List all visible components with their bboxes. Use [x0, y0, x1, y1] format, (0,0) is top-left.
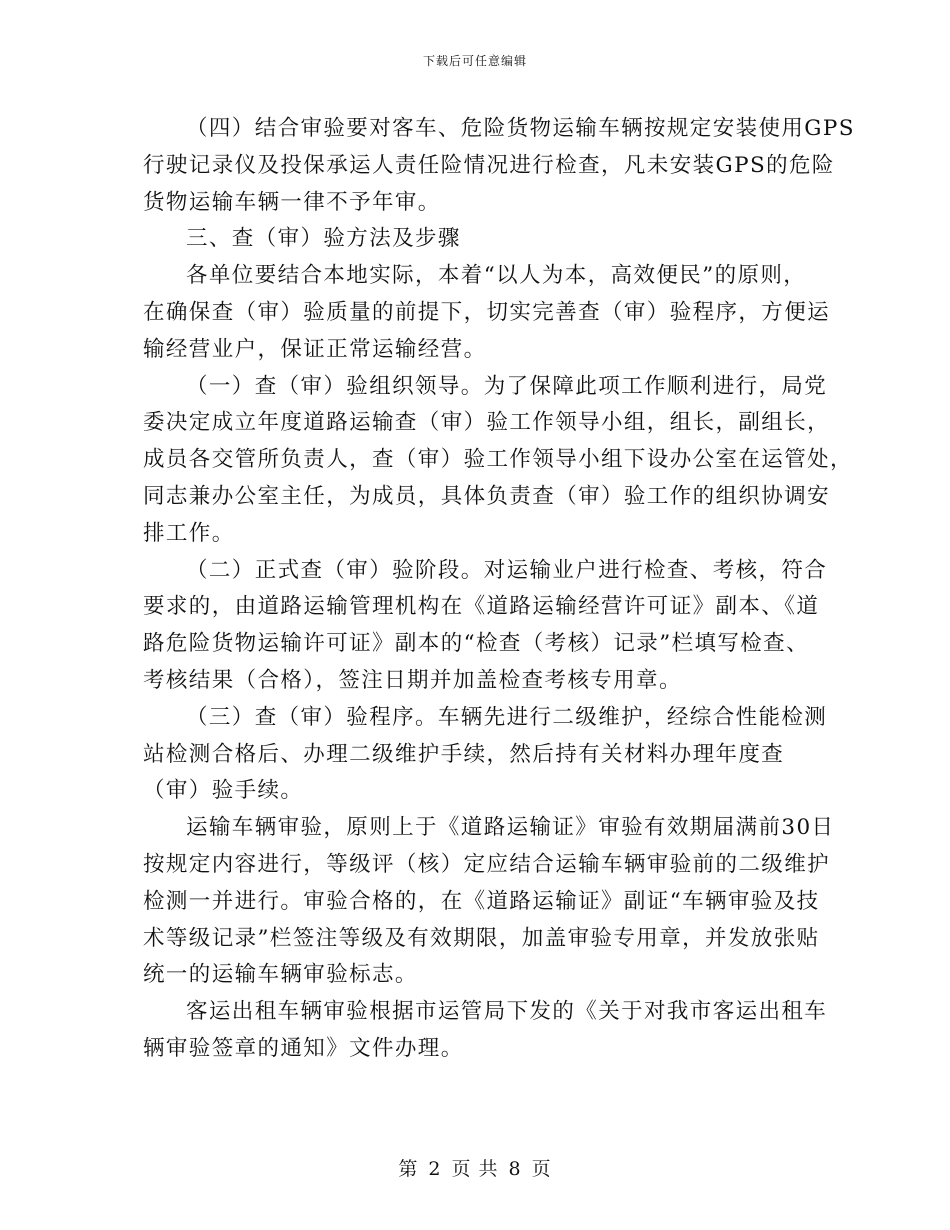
text-line: 考核结果（合格），签注日期并加盖检查考核专用章。 — [143, 667, 682, 693]
paragraph-principles — [143, 258, 831, 368]
section-heading-methods — [143, 221, 811, 258]
text-line: 三、查（审）验方法及步骤 — [186, 226, 461, 252]
text-line: 术等级记录”栏签注等级及有效期限，加盖审验专用章，并发放张贴 — [143, 925, 820, 951]
footer-suffix: 页 — [531, 1158, 552, 1180]
text-line: 检测一并进行。审验合格的，在《道路运输证》副证“车辆审验及技 — [143, 888, 820, 914]
text-line: 要求的，由道路运输管理机构在《道路运输经营许可证》副本、《道 — [143, 594, 820, 620]
text-line: 各单位要结合本地实际，本着“以人为本，高效便民”的原则， — [186, 263, 807, 289]
text-line: 货物运输车辆一律不予年审。 — [143, 189, 441, 215]
text-line: 站检测合格后、办理二级维护手续，然后持有关材料办理年度查 — [143, 741, 785, 767]
footer-middle: 页 共 — [451, 1158, 499, 1180]
text-line: 委决定成立年度道路运输查（审）验工作领导小组，组长，副组长， — [143, 410, 831, 436]
total-page-count: 8 — [508, 1158, 522, 1180]
text-line: 路危险货物运输许可证》副本的“检查（考核）记录”栏填写检查、 — [143, 631, 809, 657]
current-page-number: 2 — [428, 1158, 442, 1180]
paragraph-formal-stage — [143, 553, 828, 700]
text-line: 输经营业户，保证正常运输经营。 — [143, 336, 487, 362]
text-line: （一）查（审）验组织领导。为了保障此项工作顺利进行，局党 — [186, 373, 828, 399]
text-line: （三）查（审）验程序。车辆先进行二级维护，经综合性能检测 — [186, 704, 828, 730]
text-line: 客运出租车辆审验根据市运管局下发的《关于对我市客运出租车 — [186, 999, 828, 1025]
paragraph-vehicle-review — [143, 810, 835, 994]
page-number-footer — [0, 1154, 950, 1181]
footer-prefix: 第 — [398, 1158, 419, 1180]
text-line: （二）正式查（审）验阶段。对运输业户进行检查、考核，符合 — [186, 557, 828, 583]
text-line: （审）验手续。 — [143, 778, 304, 804]
text-line: 运输车辆审验，原则上于《道路运输证》审验有效期届满前30日 — [186, 815, 835, 841]
paragraph-procedure — [143, 700, 828, 810]
text-line: 在确保查（审）验质量的前提下，切实完善查（审）验程序，方便运 — [143, 299, 831, 325]
text-line: 行驶记录仪及投保承运人责任险情况进行检查，凡未安装GPS的危险 — [143, 152, 835, 178]
text-line: 按规定内容进行，等级评（核）定应结合运输车辆审验前的二级维护 — [143, 851, 831, 877]
text-line: 辆审验签章的通知》文件办理。 — [143, 1035, 464, 1061]
text-line: 排工作。 — [143, 520, 235, 546]
text-line: 统一的运输车辆审验标志。 — [143, 962, 418, 988]
paragraph-taxi-review — [143, 994, 828, 1068]
page-header-note: 下载后可任意编辑 — [422, 54, 527, 68]
text-line: （四）结合审验要对客车、危险货物运输车辆按规定安装使用GPS — [186, 116, 855, 141]
document-body — [143, 111, 855, 1068]
text-line: 同志兼办公室主任，为成员，具体负责查（审）验工作的组织协调安 — [143, 483, 831, 509]
paragraph-gps-inspection — [143, 111, 855, 221]
paragraph-leadership — [143, 369, 853, 553]
text-line: 成员各交管所负责人，查（审）验工作领导小组下设办公室在运管处， — [143, 447, 853, 473]
